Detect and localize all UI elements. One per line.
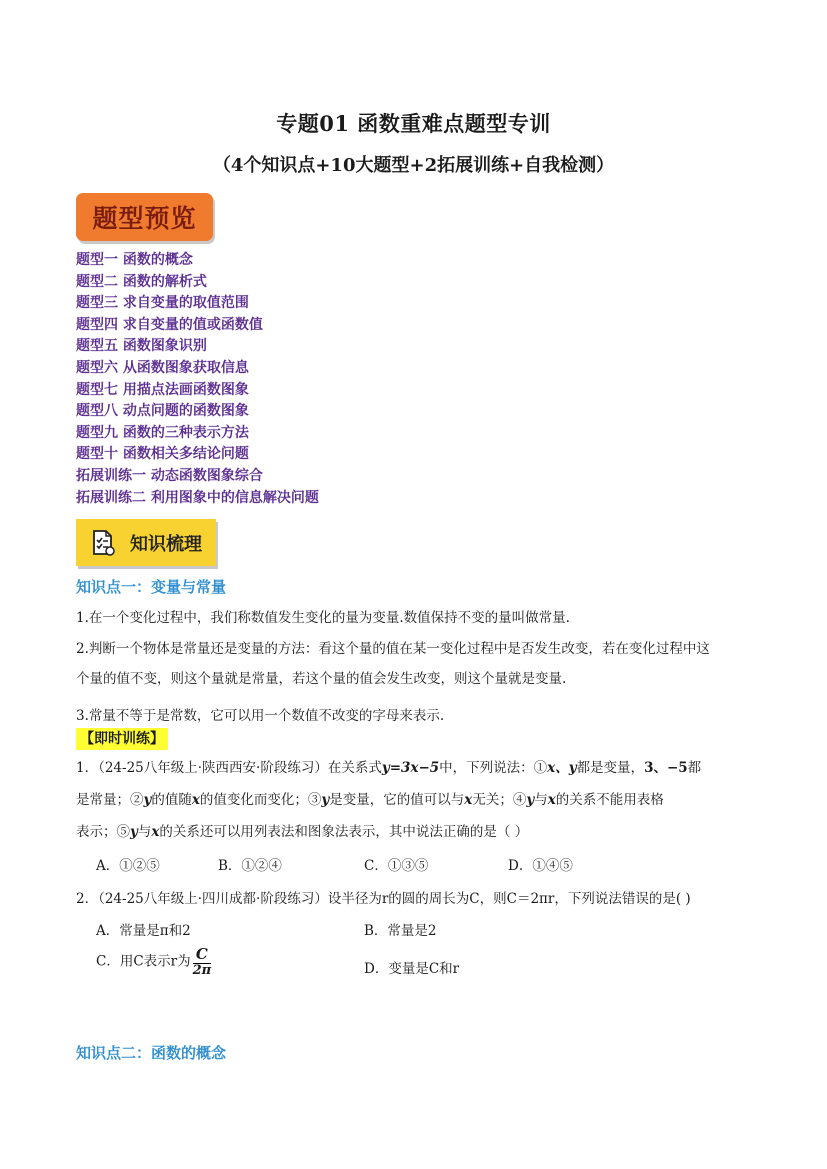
text: 都	[687, 760, 702, 776]
text: 无关；④	[472, 792, 527, 808]
topic-item[interactable]: 拓展训练一 动态函数图象综合	[76, 467, 263, 484]
topic-item[interactable]: 题型七 用描点法画函数图象	[76, 381, 249, 398]
paragraph: 2.判断一个物体是常量还是变量的方法：看这个量的值在某一变化过程中是否发生改变，若在变化过程中这	[76, 641, 710, 657]
topic-item[interactable]: 题型十 函数相关多结论问题	[76, 446, 249, 463]
option-c[interactable]: C．①③⑤	[364, 858, 429, 874]
option-d[interactable]: D．①④⑤	[508, 858, 573, 874]
option-c[interactable]	[96, 946, 211, 978]
checklist-icon	[90, 528, 120, 558]
topic-item[interactable]: 题型二 函数的解析式	[76, 273, 207, 290]
variables: x、y	[547, 760, 577, 776]
variable-x: x	[547, 792, 556, 808]
topic-item[interactable]: 题型一 函数的概念	[76, 252, 193, 268]
text: 是常量；②	[76, 792, 144, 808]
option-b[interactable]: B．常量是2	[364, 923, 437, 939]
option-b[interactable]: B．①②④	[218, 858, 282, 874]
variable-x: x	[464, 792, 473, 808]
knowledge-badge	[76, 519, 216, 566]
variable-x: x	[151, 824, 160, 840]
topic-item[interactable]: 拓展训练二 利用图象中的信息解决问题	[76, 489, 319, 506]
text: 都是变量，	[576, 760, 645, 776]
option-a[interactable]: A．常量是π和2	[96, 923, 191, 939]
option-a[interactable]: A．①②⑤	[96, 858, 160, 874]
text: 的关系还可以用列表法和图象法表示，其中说法正确的是（ ）	[159, 824, 529, 840]
topic-list	[76, 250, 319, 509]
text: 与	[137, 824, 152, 840]
text: 1．（24-25八年级上·陕西西安·阶段练习）在关系式	[76, 760, 382, 776]
text: 表示；⑤	[76, 824, 130, 840]
text: 的值变化而变化；③	[199, 792, 322, 808]
knowledge-label: 知识梳理	[130, 533, 202, 555]
equation: y=3x−5	[381, 760, 440, 776]
topic-item[interactable]: 题型五 函数图象识别	[76, 338, 207, 355]
fraction	[193, 946, 212, 978]
page-title: 专题01 函数重难点题型专训	[276, 111, 551, 136]
question-1-line-3	[76, 820, 528, 840]
fraction-denominator: 2π	[192, 962, 212, 978]
option-d[interactable]: D．变量是C和r	[364, 961, 460, 977]
text: 是变量，它的值可以与	[329, 792, 465, 808]
variable-y: y	[321, 792, 330, 808]
variable-y: y	[143, 792, 152, 808]
text: 中，下列说法：①	[439, 760, 548, 776]
knowledge-point-2-heading: 知识点二：函数的概念	[76, 1044, 227, 1062]
fraction-numerator: C	[193, 946, 212, 964]
topic-item[interactable]: 题型四 求自变量的值或函数值	[76, 316, 263, 333]
topic-item[interactable]: 题型三 求自变量的取值范围	[76, 295, 249, 312]
paragraph: 个量的值不变，则这个量就是常量，若这个量的值会发生改变，则这个量就是变量.	[76, 671, 567, 687]
text: 的关系不能用表格	[555, 792, 664, 808]
text: 与	[534, 792, 548, 808]
question-1-line-2	[76, 788, 664, 808]
preview-badge: 题型预览	[76, 193, 213, 241]
page-subtitle: （4个知识点+10大题型+2拓展训练+自我检测）	[212, 155, 615, 176]
question-2-stem: 2．（24-25八年级上·四川成都·阶段练习）设半径为r的圆的周长为C，则C＝2πr，下列说法错误的是( )	[76, 891, 691, 907]
variable-y: y	[526, 792, 535, 808]
text: 的值随	[151, 792, 192, 808]
constants: 3、−5	[644, 760, 688, 776]
variable-x: x	[191, 792, 200, 808]
paragraph: 3.常量不等于是常数，它可以用一个数值不改变的字母来表示.	[76, 708, 445, 724]
topic-item[interactable]: 题型六 从函数图象获取信息	[76, 359, 249, 376]
option-c-text: C．用C表示r为	[96, 953, 191, 970]
paragraph: 1.在一个变化过程中，我们称数值发生变化的量为变量.数值保持不变的量叫做常量.	[76, 610, 570, 626]
knowledge-point-1-heading: 知识点一：变量与常量	[76, 578, 227, 596]
topic-item[interactable]: 题型八 动点问题的函数图象	[76, 403, 249, 420]
variable-y: y	[130, 824, 138, 840]
training-label: 【即时训练】	[76, 728, 168, 750]
question-1-line-1	[76, 756, 701, 776]
topic-item[interactable]: 题型九 函数的三种表示方法	[76, 424, 249, 441]
